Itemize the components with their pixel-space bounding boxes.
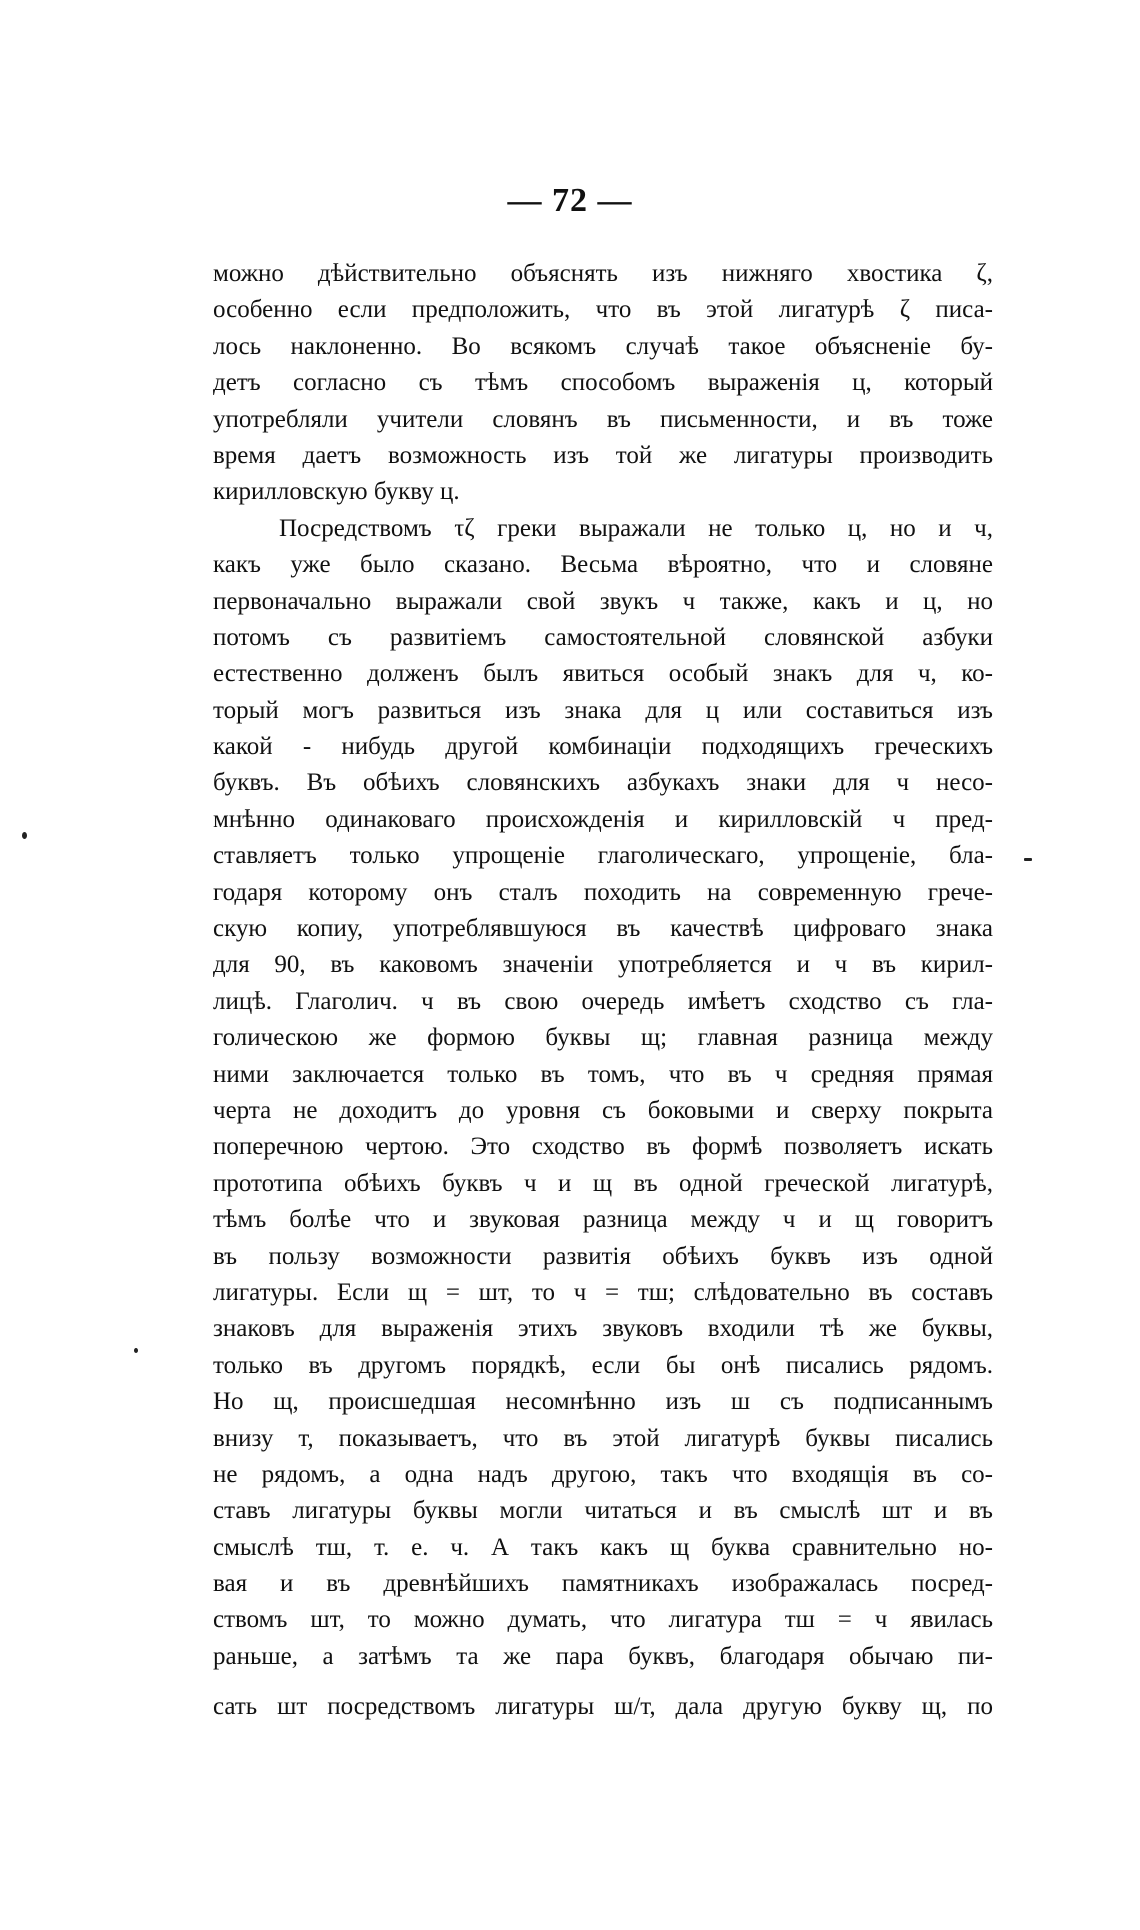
- text-line: лицѣ. Глаголич. ч въ свою очередь имѣетъ сходство съ гла-: [213, 987, 993, 1015]
- text-line: голическою же формою буквы щ; главная разница между: [213, 1024, 993, 1052]
- text-line: можно дѣйствительно объяснять изъ нижняго хвостика ζ,: [213, 260, 993, 287]
- text-line: ствомъ шт, то можно думать, что лигатура тш = ч явилась: [213, 1606, 993, 1634]
- text-line: знаковъ для выраженія этихъ звуковъ входили тѣ же буквы,: [213, 1315, 993, 1343]
- page-number: — 72 —: [507, 182, 633, 219]
- ink-speck: [1024, 858, 1032, 861]
- text-line: время даетъ возможность изъ той же лигатуры производить: [213, 441, 993, 469]
- text-line: потомъ съ развитіемъ самостоятельной словянской азбуки: [213, 623, 993, 651]
- text-line: черта не доходитъ до уровня съ боковыми и сверху покрыта: [213, 1096, 993, 1124]
- text-line: для 90, въ каковомъ значеніи употребляется и ч въ кирил-: [213, 951, 993, 979]
- ink-speck: [22, 832, 27, 839]
- text-line: торый могъ развиться изъ знака для ц или составиться изъ: [213, 696, 993, 724]
- text-line: раньше, а затѣмъ та же пара буквъ, благодаря обычаю пи-: [213, 1642, 993, 1670]
- text-line: ставляетъ только упрощеніе глаголическаго, упрощеніе, бла-: [213, 842, 993, 870]
- text-line: ними заключается только въ томъ, что въ ч средняя прямая: [213, 1060, 993, 1088]
- text-line: поперечною чертою. Это сходство въ формѣ позволяетъ искать: [213, 1133, 993, 1161]
- text-line: смыслѣ тш, т. е. ч. А такъ какъ щ буква сравнительно но-: [213, 1533, 993, 1561]
- text-line: какъ уже было сказано. Весьма вѣроятно, что и словяне: [213, 551, 993, 579]
- ink-speck: [134, 1348, 138, 1353]
- text-line: внизу т, показываетъ, что въ этой лигатурѣ буквы писались: [213, 1424, 993, 1452]
- body-text: [213, 256, 993, 1731]
- text-line: мнѣнно одинаковаго происхожденія и кирилловскій ч пред-: [213, 805, 993, 833]
- text-line: не рядомъ, а одна надъ другою, такъ что входящія въ со-: [213, 1460, 993, 1488]
- text-line: особенно если предположить, что въ этой лигатурѣ ζ писа-: [213, 296, 993, 324]
- text-line: употребляли учители словянъ въ письменности, и въ тоже: [213, 405, 993, 433]
- text-line: кирилловскую букву ц.: [213, 478, 460, 506]
- text-line: буквъ. Въ обѣихъ словянскихъ азбукахъ знаки для ч несо-: [213, 769, 993, 797]
- text-line: лось наклоненно. Во всякомъ случаѣ такое объясненіе бу-: [213, 332, 993, 360]
- text-line: Но щ, происшедшая несомнѣнно изъ ш съ подписаннымъ: [213, 1388, 993, 1416]
- text-line: годаря которому онъ сталъ походить на современную грече-: [213, 878, 993, 906]
- text-line: только въ другомъ порядкѣ, если бы онѣ писались рядомъ.: [213, 1351, 993, 1379]
- text-line: вая и въ древнѣйшихъ памятникахъ изображалась посред-: [213, 1570, 993, 1598]
- text-line: сать шт посредствомъ лигатуры ш/т, дала другую букву щ, по: [213, 1693, 993, 1721]
- text-line: въ пользу возможности развитія обѣихъ буквъ изъ одной: [213, 1242, 993, 1270]
- text-line: ставъ лигатуры буквы могли читаться и въ смыслѣ шт и въ: [213, 1497, 993, 1525]
- text-line: первоначально выражали свой звукъ ч также, какъ и ц, но: [213, 587, 993, 615]
- text-line: скую копиу, употреблявшуюся въ качествѣ цифроваго знака: [213, 915, 993, 943]
- text-line: детъ согласно съ тѣмъ способомъ выраженія ц, который: [213, 369, 993, 397]
- text-line: естественно долженъ былъ явиться особый знакъ для ч, ко-: [213, 660, 993, 688]
- text-line: прототипа обѣихъ буквъ ч и щ въ одной греческой лигатурѣ,: [213, 1169, 993, 1197]
- paragraph-start-line: Посредствомъ τζ греки выражали не только ц, но и ч,: [279, 514, 993, 542]
- text-line: какой - нибудь другой комбинаціи подходящихъ греческихъ: [213, 733, 993, 761]
- text-line: лигатуры. Если щ = шт, то ч = тш; слѣдовательно въ составъ: [213, 1278, 993, 1306]
- text-line: тѣмъ болѣе что и звуковая разница между ч и щ говоритъ: [213, 1206, 993, 1234]
